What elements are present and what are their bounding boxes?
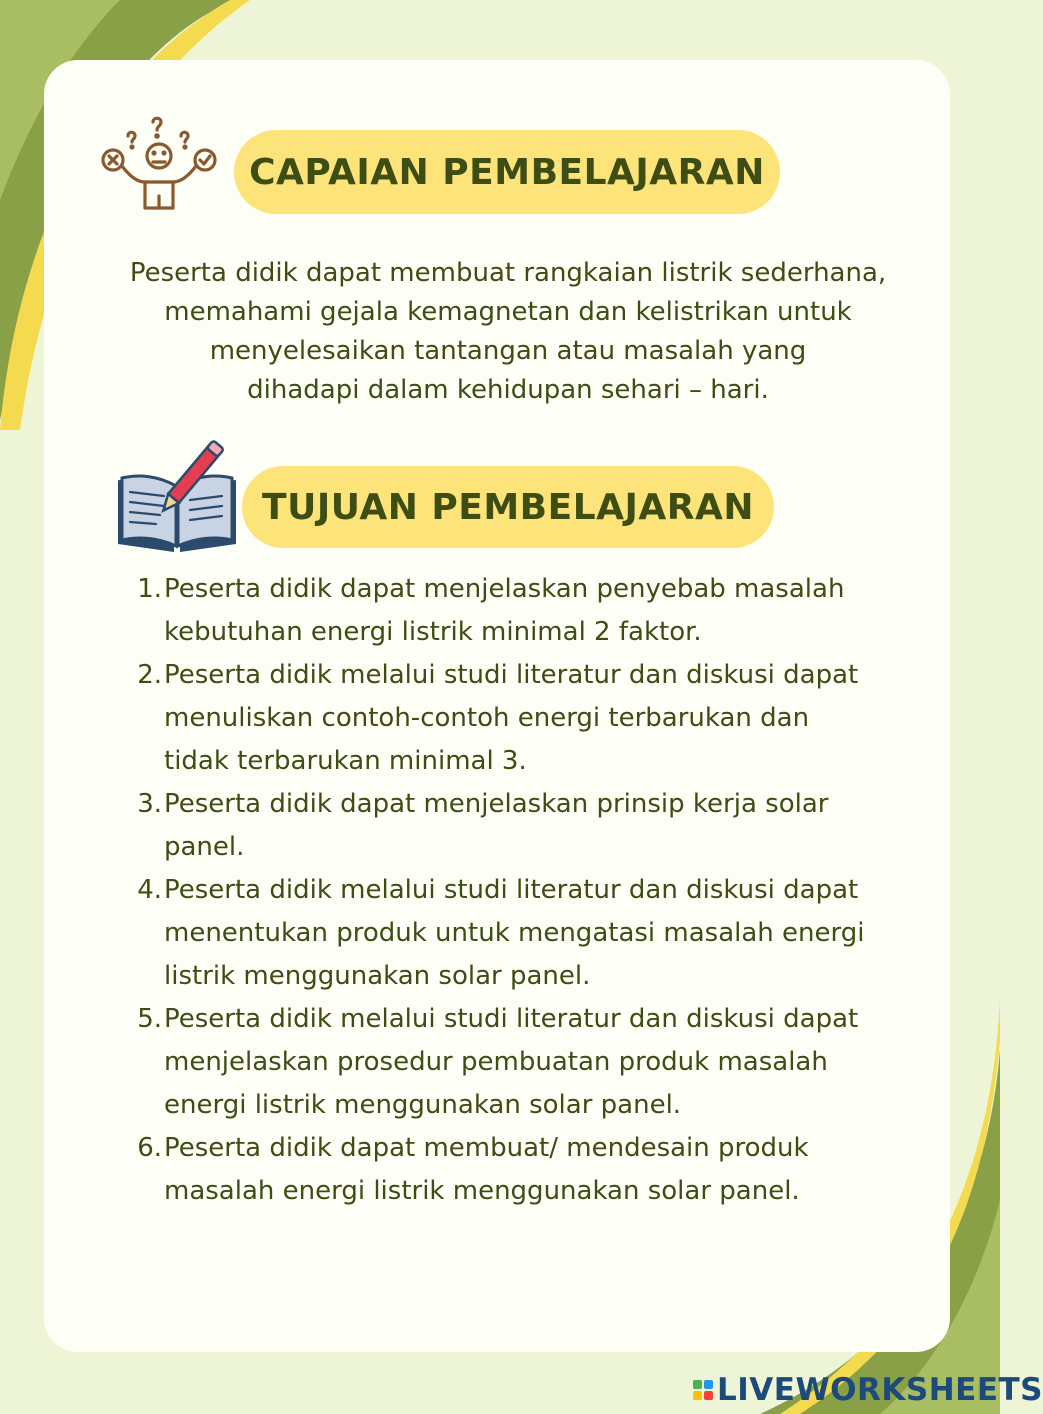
list-item (120, 998, 920, 1127)
capaian-line: memahami gejala kemagnetan dan kelistrikan untuk (164, 297, 852, 327)
item-line: listrik menggunakan solar panel. (164, 961, 591, 991)
item-number: 1. (137, 574, 162, 604)
tujuan-list (120, 568, 920, 1213)
item-line: menuliskan contoh-contoh energi terbarukan dan (164, 703, 810, 733)
liveworksheets-logo[interactable] (693, 1372, 1043, 1408)
confused-person-icon (98, 116, 220, 218)
item-line: masalah energi listrik menggunakan solar panel. (164, 1176, 800, 1206)
capaian-title: CAPAIAN PEMBELAJARAN (234, 130, 780, 214)
list-item (120, 654, 920, 783)
item-line: energi listrik menggunakan solar panel. (164, 1090, 682, 1120)
item-line: panel. (164, 832, 245, 862)
tujuan-title: TUJUAN PEMBELAJARAN (242, 466, 774, 548)
capaian-line: menyelesaikan tantangan atau masalah yang (209, 336, 807, 366)
item-line: Peserta didik melalui studi literatur dan diskusi dapat (164, 1004, 859, 1034)
item-line: menentukan produk untuk mengatasi masalah energi (164, 918, 865, 948)
item-line: menjelaskan prosedur pembuatan produk masalah (164, 1047, 828, 1077)
item-number: 2. (137, 660, 162, 690)
capaian-line: dihadapi dalam kehidupan sehari – hari. (247, 375, 769, 405)
item-number: 6. (137, 1133, 162, 1163)
list-item (120, 568, 920, 654)
item-line: Peserta didik dapat membuat/ mendesain produk (164, 1133, 809, 1163)
item-line: Peserta didik dapat menjelaskan penyebab masalah (164, 574, 845, 604)
liveworksheets-logo-icon (693, 1380, 713, 1400)
item-line: kebutuhan energi listrik minimal 2 faktor. (164, 617, 702, 647)
item-number: 4. (137, 875, 162, 905)
item-line: Peserta didik dapat menjelaskan prinsip kerja solar (164, 789, 829, 819)
item-line: Peserta didik melalui studi literatur dan diskusi dapat (164, 875, 859, 905)
list-item (120, 869, 920, 998)
item-number: 3. (137, 789, 162, 819)
open-book-pencil-icon (114, 440, 240, 554)
item-line: tidak terbarukan minimal 3. (164, 746, 527, 776)
capaian-line: Peserta didik dapat membuat rangkaian listrik sederhana, (129, 258, 887, 288)
brand-text: LIVEWORKSHEETS (717, 1372, 1043, 1408)
list-item (120, 783, 920, 869)
list-item (120, 1127, 920, 1213)
item-line: Peserta didik melalui studi literatur dan diskusi dapat (164, 660, 859, 690)
item-number: 5. (137, 1004, 162, 1034)
capaian-description (60, 254, 956, 410)
